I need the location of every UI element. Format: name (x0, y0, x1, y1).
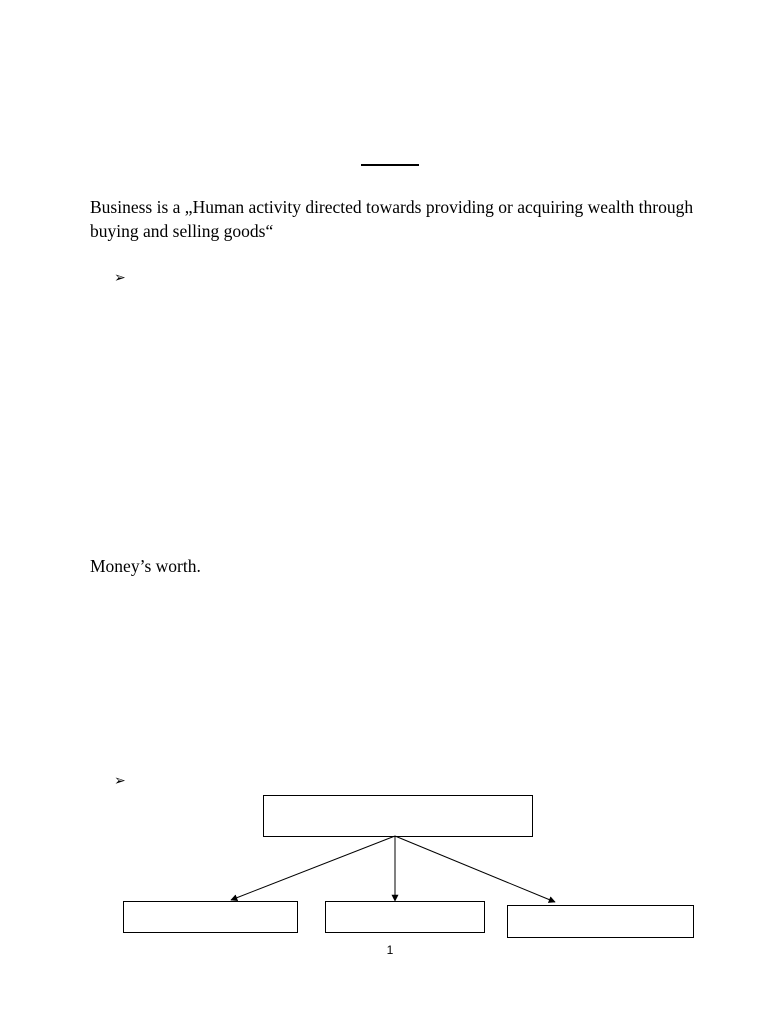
page-number: 1 (386, 943, 394, 957)
diagram-root-box (264, 796, 533, 837)
moneys-worth-paragraph: Money’s worth. (90, 556, 201, 576)
connector-arrow-left (231, 836, 395, 900)
diagram-child-box-right (508, 906, 694, 938)
connector-arrow-right (395, 836, 555, 902)
business-definition-paragraph: Business is a „Human activity directed towards providing or acquiring wealth through buying and selling goods“ (90, 197, 694, 241)
arrowhead-bullet-icon: ➢ (114, 774, 126, 789)
arrowhead-bullet-icon: ➢ (114, 271, 126, 286)
diagram-child-box-middle (326, 902, 485, 933)
diagram-child-box-left (124, 902, 298, 933)
